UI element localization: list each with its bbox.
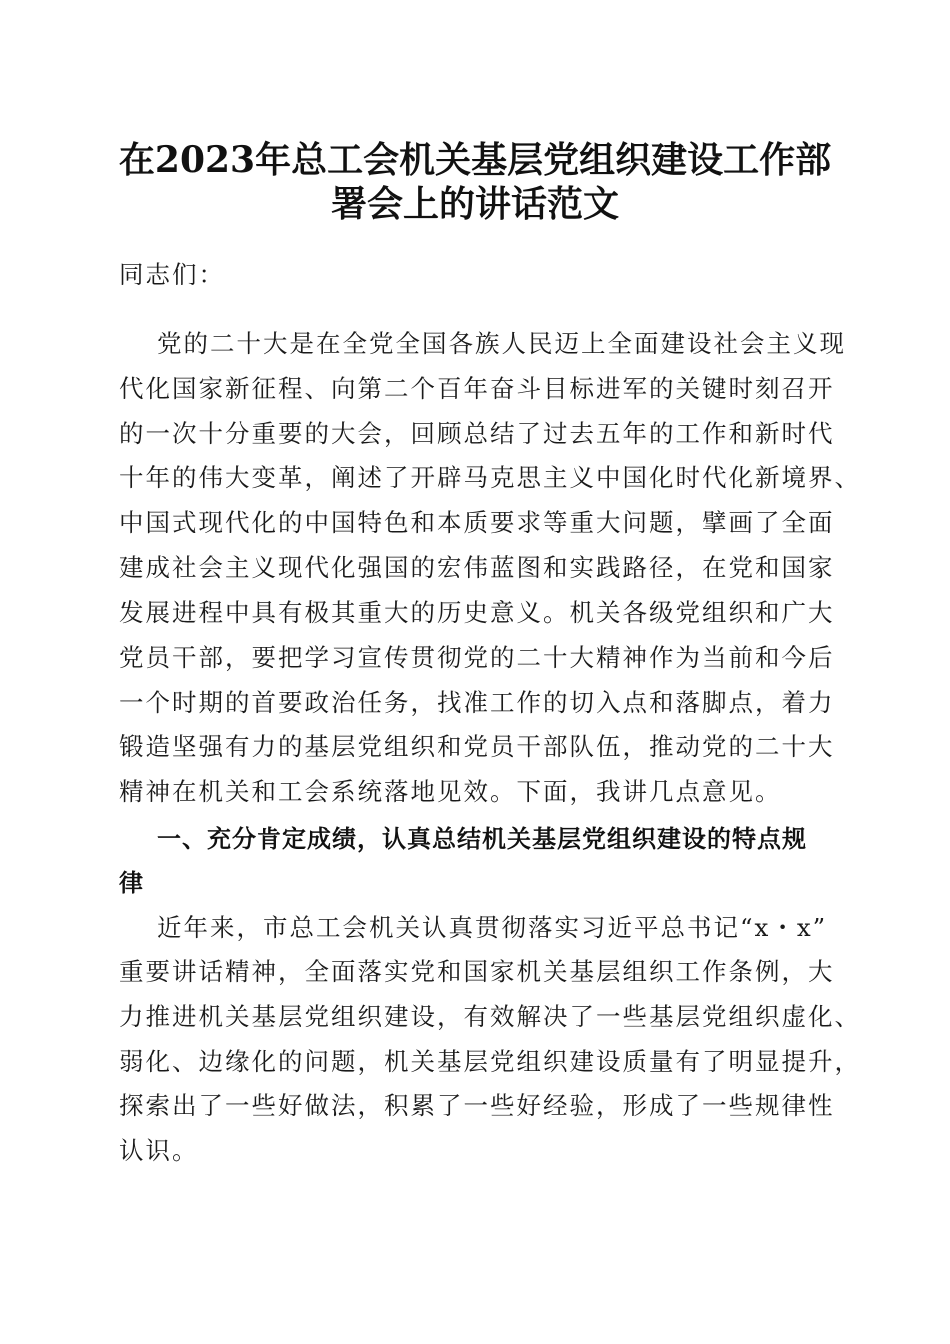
paragraph-2-line: 认识。 <box>119 1136 199 1165</box>
paragraph-1-line: 中国式现代化的中国特色和本质要求等重大问题，擘画了全面 <box>119 508 835 537</box>
document-title-line-2: 署会上的讲话范文 <box>330 183 619 225</box>
paragraph-2-line: 力推进机关基层党组织建设，有效解决了一些基层党组织虚化、 <box>119 1002 861 1031</box>
paragraph-2-line: 重要讲话精神，全面落实党和国家机关基层组织工作条例，大 <box>119 957 835 986</box>
paragraph-1-line: 建成社会主义现代化强国的宏伟蓝图和实践路径，在党和国家 <box>119 553 835 582</box>
paragraph-2-line: 近年来，市总工会机关认真贯彻落实习近平总书记“x・x” <box>157 913 828 942</box>
paragraph-1-line: 党员干部，要把学习宣传贯彻党的二十大精神作为当前和今后 <box>119 643 835 672</box>
section-heading-1-line: 一、充分肯定成绩，认真总结机关基层党组织建设的特点规 <box>157 825 807 853</box>
paragraph-1-line: 一个时期的首要政治任务，找准工作的切入点和落脚点，着力 <box>119 688 835 717</box>
paragraph-1-line: 党的二十大是在全党全国各族人民迈上全面建设社会主义现 <box>157 329 846 358</box>
paragraph-1-line: 发展进程中具有极其重大的历史意义。机关各级党组织和广大 <box>119 598 835 627</box>
section-heading-1-line: 律 <box>119 869 144 897</box>
paragraph-1-line: 锻造坚强有力的基层党组织和党员干部队伍，推动党的二十大 <box>119 732 835 761</box>
document-title-line-1: 在2023年总工会机关基层党组织建设工作部 <box>118 139 832 181</box>
salutation: 同志们： <box>119 260 225 289</box>
paragraph-1-line: 的一次十分重要的大会，回顾总结了过去五年的工作和新时代 <box>119 419 835 448</box>
paragraph-1-line: 代化国家新征程、向第二个百年奋斗目标进军的关键时刻召开 <box>119 374 835 403</box>
paragraph-2-line: 弱化、边缘化的问题，机关基层党组织建设质量有了明显提升， <box>119 1047 861 1076</box>
paragraph-1-line: 精神在机关和工会系统落地见效。下面，我讲几点意见。 <box>119 777 782 806</box>
paragraph-2-line: 探索出了一些好做法，积累了一些好经验，形成了一些规律性 <box>119 1091 835 1120</box>
paragraph-1-line: 十年的伟大变革，阐述了开辟马克思主义中国化时代化新境界、 <box>119 463 861 492</box>
